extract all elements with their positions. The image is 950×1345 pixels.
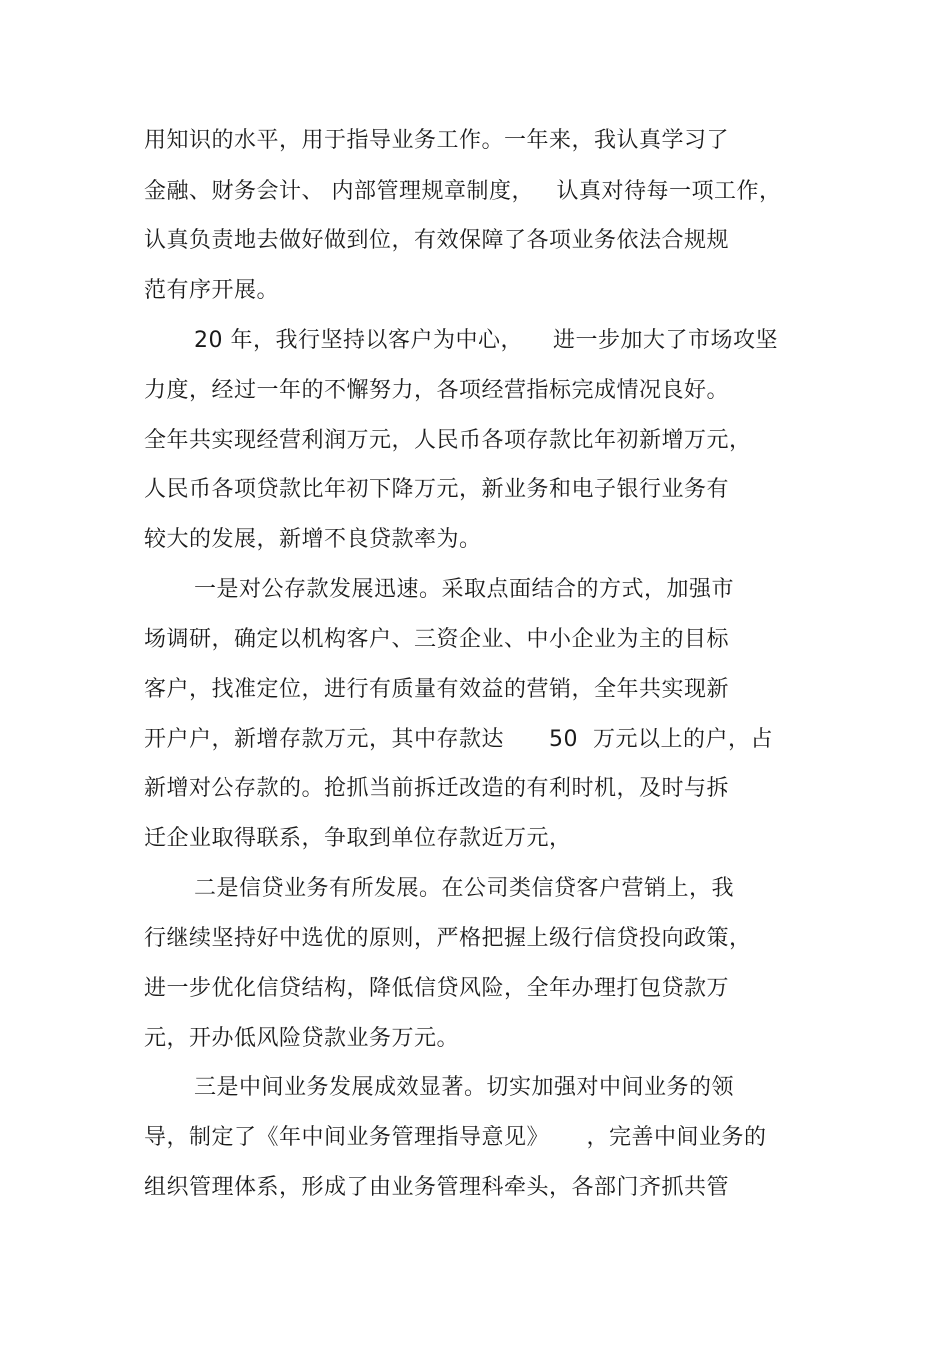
paragraph-first-line: 二是信贷业务有所发展。在公司类信贷客户营销上，我 xyxy=(194,876,735,901)
text-line: 力度，经过一年的不懈努力，各项经营指标完成情况良好。 xyxy=(144,378,730,403)
paragraph-first-line: 三是中间业务发展成效显著。切实加强对中间业务的领 xyxy=(194,1075,735,1100)
text-line: 客户，找准定位，进行有质量有效益的营销，全年共实现新 xyxy=(144,677,730,702)
text-line: 用知识的水平，用于指导业务工作。一年来，我认真学习了 xyxy=(144,128,730,153)
text-line: 金融、财务会计、 内部管理规章制度， 认真对待每一项工作， xyxy=(144,179,782,204)
paragraph-first-line: 20 年，我行坚持以客户为中心， 进一步加大了市场攻坚 xyxy=(194,328,778,353)
text-line: 行继续坚持好中选优的原则，严格把握上级行信贷投向政策， xyxy=(144,926,752,951)
text-line: 开户户，新增存款万元，其中存款达 50 万元以上的户，占 xyxy=(144,727,773,752)
text-line: 范有序开展。 xyxy=(144,278,280,303)
text-line: 场调研，确定以机构客户、三资企业、中小企业为主的目标 xyxy=(144,627,730,652)
text-line: 认真负责地去做好做到位，有效保障了各项业务依法合规规 xyxy=(144,228,730,253)
text-line: 进一步优化信贷结构，降低信贷风险，全年办理打包贷款万 xyxy=(144,976,730,1001)
text-line: 导，制定了《年中间业务管理指导意见》 ，完善中间业务的 xyxy=(144,1125,767,1150)
text-line: 元，开办低风险贷款业务万元。 xyxy=(144,1026,460,1051)
text-line: 组织管理体系，形成了由业务管理科牵头，各部门齐抓共管 xyxy=(144,1175,730,1200)
text-line: 较大的发展，新增不良贷款率为。 xyxy=(144,527,482,552)
text-line: 新增对公存款的。抢抓当前拆迁改造的有利时机，及时与拆 xyxy=(144,776,730,801)
text-line: 人民币各项贷款比年初下降万元，新业务和电子银行业务有 xyxy=(144,477,730,502)
text-line: 全年共实现经营利润万元，人民币各项存款比年初新增万元， xyxy=(144,428,752,453)
text-line: 迁企业取得联系，争取到单位存款近万元， xyxy=(144,826,572,851)
paragraph-first-line: 一是对公存款发展迅速。采取点面结合的方式，加强市 xyxy=(194,577,735,602)
